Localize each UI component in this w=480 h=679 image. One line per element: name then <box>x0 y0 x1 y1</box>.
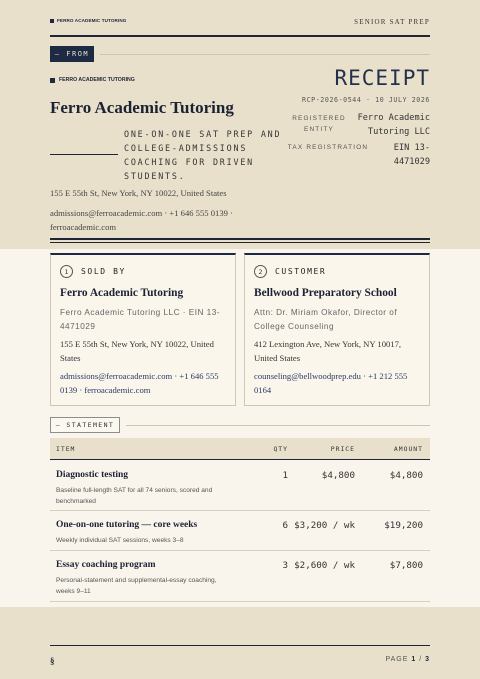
doc-series: SENIOR SAT PREP <box>354 18 430 26</box>
table-row <box>50 511 430 551</box>
tax-registration-label: TAX REGISTRATION <box>287 144 369 151</box>
statement-tag: — STATEMENT <box>50 417 120 433</box>
tagline-rule <box>50 154 118 155</box>
from-address: 155 E 55th St, New York, NY 10022, United States <box>50 188 227 198</box>
table-row <box>50 551 430 602</box>
tax-registration-value: EIN 13-4471029 <box>393 143 430 167</box>
statement-divider <box>126 425 430 426</box>
top-bar <box>50 18 430 28</box>
page-label: PAGE <box>385 656 409 663</box>
page-current: 1 <box>411 656 417 663</box>
row-description: Diagnostic testing <box>56 470 129 480</box>
row-description: Essay coaching program <box>56 560 156 570</box>
col-amount: AMOUNT <box>393 445 423 453</box>
customer-header <box>254 265 326 278</box>
customer-name: Bellwood Preparatory School <box>254 287 397 299</box>
sold-by-card <box>50 253 236 406</box>
customer-label: CUSTOMER <box>275 267 327 276</box>
section-rule-thin <box>50 242 430 243</box>
row-amount: $7,800 <box>389 560 423 571</box>
from-brand-small-label: FERRO ACADEMIC TUTORING <box>59 77 135 83</box>
customer-contact: counseling@bellwoodprep.edu · +1 212 555 0164 <box>254 371 408 395</box>
sold-by-legal: Ferro Academic Tutoring LLC · EIN 13-4471029 <box>60 308 221 331</box>
row-qty: 3 <box>282 560 288 571</box>
from-tagline: ONE-ON-ONE SAT PREP AND COLLEGE-ADMISSIONS COACHING FOR DRIVEN STUDENTS. <box>124 129 282 181</box>
row-price: $4,800 <box>321 470 355 481</box>
section-symbol: § <box>50 656 55 666</box>
top-brand <box>50 18 126 23</box>
row-price: $2,600 / wk <box>294 560 355 571</box>
page-separator: / <box>419 656 423 663</box>
section-rule <box>50 238 430 240</box>
sold-by-number: 1 <box>60 265 73 278</box>
row-note: Weekly individual SAT sessions, weeks 3–8 <box>56 537 184 544</box>
from-name: Ferro Academic Tutoring <box>50 98 234 117</box>
table-header <box>50 438 430 460</box>
customer-address: 412 Lexington Ave, New York, NY 10017, United States <box>254 339 402 363</box>
from-tag: — FROM <box>50 46 94 62</box>
customer-attention: Attn: Dr. Miriam Okafor, Director of College Counseling <box>254 308 398 331</box>
receipt-title: RECEIPT <box>334 66 430 90</box>
row-qty: 6 <box>282 520 288 531</box>
footer-rule <box>50 645 430 646</box>
row-qty: 1 <box>282 470 288 481</box>
table-row <box>50 461 430 511</box>
brand-square-icon <box>50 78 55 83</box>
customer-card <box>244 253 430 406</box>
from-brand-small <box>50 77 135 83</box>
sold-by-contact: admissions@ferroacademic.com · +1 646 555 0139 · ferroacademic.com <box>60 371 219 395</box>
page-total: 3 <box>425 656 430 663</box>
col-qty: QTY <box>273 445 288 453</box>
top-brand-label: FERRO ACADEMIC TUTORING <box>57 18 127 23</box>
sold-by-label: SOLD BY <box>81 267 126 276</box>
registered-entity-value: Ferro Academic Tutoring LLC <box>357 113 430 137</box>
col-item: ITEM <box>56 445 76 453</box>
sold-by-name: Ferro Academic Tutoring <box>60 287 184 299</box>
top-rule <box>50 35 430 37</box>
from-divider <box>100 54 430 55</box>
sold-by-address: 155 E 55th St, New York, NY 10022, United States <box>60 339 214 363</box>
page-indicator <box>385 656 430 663</box>
row-amount: $4,800 <box>389 470 423 481</box>
receipt-number-date: RCP-2026-0544 · 10 JULY 2026 <box>302 96 430 104</box>
row-price: $3,200 / wk <box>294 520 355 531</box>
row-note: Baseline full-length SAT for all 74 seniors, scored and benchmarked <box>56 487 213 505</box>
row-note: Personal-statement and supplemental-essay coaching, weeks 9–11 <box>56 577 217 595</box>
row-amount: $19,200 <box>384 520 423 531</box>
sold-by-header <box>60 265 126 278</box>
row-description: One-on-one tutoring — core weeks <box>56 520 198 530</box>
brand-square-icon <box>50 19 54 23</box>
customer-number: 2 <box>254 265 267 278</box>
col-price: PRICE <box>330 445 355 453</box>
from-contact: admissions@ferroacademic.com · +1 646 555 0139 · ferroacademic.com <box>50 208 233 232</box>
registered-entity-label: REGISTERED ENTITY <box>292 115 346 133</box>
